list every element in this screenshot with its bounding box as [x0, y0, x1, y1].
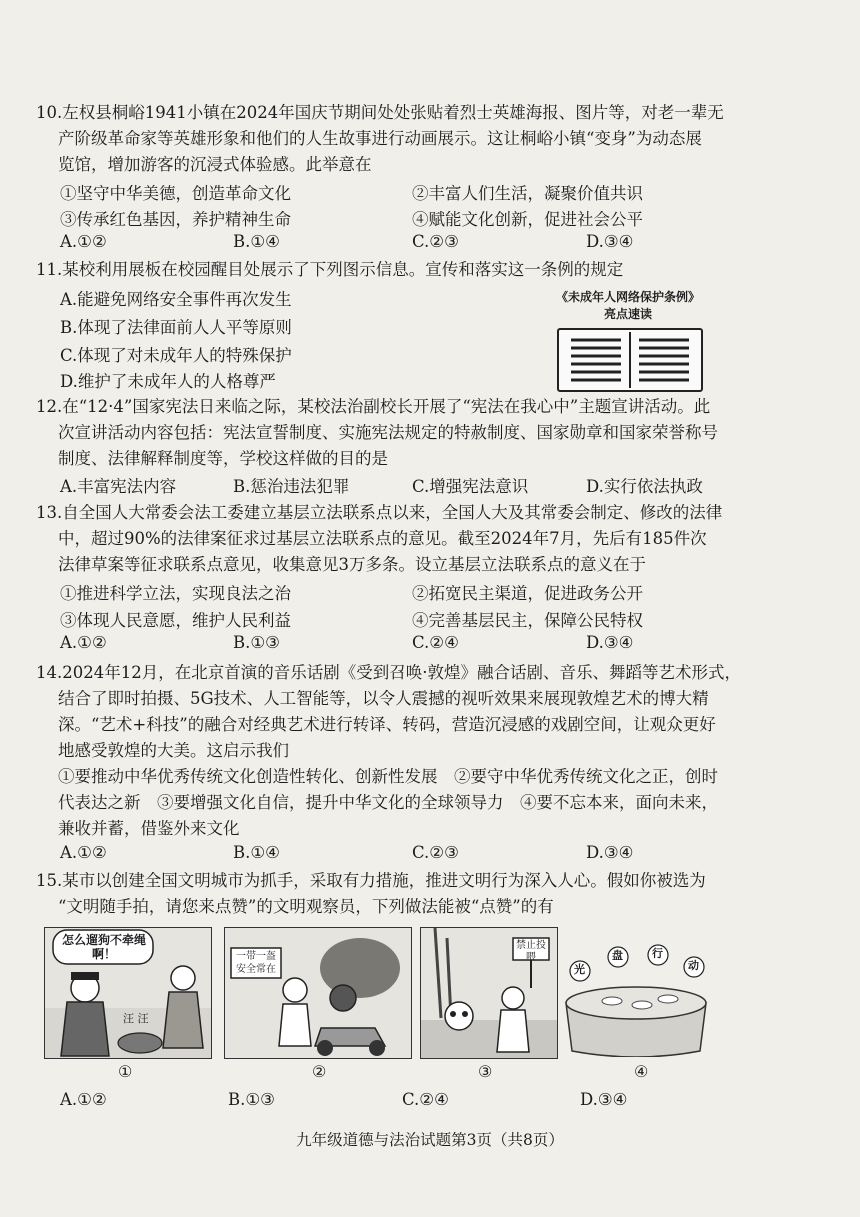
cartoon-2-sign: 一带一盔 安全常在	[236, 951, 276, 975]
q15-choice-b[interactable]: B.①③	[228, 1090, 275, 1109]
q10-line-3: 览馆，增加游客的沉浸式体验感。此举意在	[58, 155, 372, 174]
q12-line-1: 12.在“12·4”国家宪法日来临之际，某校法治副校长开展了“宪法在我心中”主题宣讲活动。此	[36, 397, 711, 416]
open-book-icon	[557, 328, 703, 392]
q13-choice-a[interactable]: A.①②	[60, 633, 107, 652]
q13-line-2: 中，超过90%的法律案征求过基层立法联系点的意见。截至2024年7月，先后有185件次	[58, 529, 707, 548]
q13-line-1: 13.自全国人大常委会法工委建立基层立法联系点以来，全国人大及其常委会制定、修改的法律	[36, 503, 723, 522]
q15-choice-d[interactable]: D.③④	[580, 1090, 628, 1109]
q10-choice-c[interactable]: C.②③	[412, 232, 459, 251]
poster-subtitle: 亮点速读	[603, 307, 652, 321]
q13-statement-2: ②拓宽民主渠道，促进政务公开	[412, 584, 643, 603]
q15-choice-a[interactable]: A.①②	[60, 1090, 107, 1109]
cartoon-1-unleashed-dog	[44, 927, 212, 1059]
cartoon-4-word-4: 动	[688, 959, 699, 972]
q13-line-3: 法律草案等征求联系点意见，收集意见3万多条。设立基层立法联系点的意义在于	[58, 555, 646, 574]
q14-line-7: 兼收并蓄，借鉴外来文化	[58, 819, 240, 838]
q14-line-2: 结合了即时拍摄、5G技术、人工智能等，以令人震撼的视听效果来展现敦煌艺术的博大精	[58, 689, 709, 708]
q11-choice-a[interactable]: A.能避免网络安全事件再次发生	[60, 290, 292, 309]
poster-title: 《未成年人网络保护条例》	[555, 290, 700, 304]
q14-line-4: 地感受敦煌的大美。这启示我们	[58, 741, 289, 760]
q12-choice-b[interactable]: B.惩治违法犯罪	[233, 477, 350, 496]
q14-choice-b[interactable]: B.①④	[233, 843, 280, 862]
q11-choice-d[interactable]: D.维护了未成年人的人格尊严	[60, 372, 276, 391]
q10-line-2: 产阶级革命家等英雄形象和他们的人生故事进行动画展示。这让桐峪小镇“变身”为动态展	[58, 129, 702, 148]
question-15	[36, 868, 826, 920]
question-13	[36, 500, 826, 578]
cartoon-3-label: ③	[478, 1062, 493, 1081]
cartoon-2-label: ②	[312, 1062, 327, 1081]
q15-choice-c[interactable]: C.②④	[402, 1090, 449, 1109]
q14-choice-d[interactable]: D.③④	[586, 843, 634, 862]
q14-choice-a[interactable]: A.①②	[60, 843, 107, 862]
q12-line-2: 次宣讲活动内容包括：宪法宣誓制度、实施宪法规定的特赦制度、国家勋章和国家荣誉称号	[58, 423, 718, 442]
cartoon-1-label: ①	[118, 1062, 133, 1081]
q12-line-3: 制度、法律解释制度等，学校这样做的目的是	[58, 449, 388, 468]
cartoon-4-word-3: 行	[652, 947, 663, 960]
q15-line-2: “文明随手拍，请您来点赞”的文明观察员，下列做法能被“点赞”的有	[58, 897, 554, 916]
q10-choice-b[interactable]: B.①④	[233, 232, 280, 251]
q15-line-1: 15.某市以创建全国文明城市为抓手，采取有力措施，推进文明行为深入人心。假如你被选为	[36, 871, 706, 890]
q14-choice-c[interactable]: C.②③	[412, 843, 459, 862]
cartoon-1-bark-text: 汪 汪	[123, 1012, 149, 1025]
cartoon-4-clean-plate	[560, 927, 712, 1057]
question-14	[36, 660, 826, 842]
q11-stem: 11.某校利用展板在校园醒目处展示了下列图示信息。宣传和落实这一条例的规定	[36, 260, 624, 279]
q10-statement-3: ③传承红色基因，养护精神生命	[60, 210, 291, 229]
q14-line-6: 代表达之新 ③要增强文化自信，提升中华文化的全球领导力 ④要不忘本来，面向未来，	[58, 793, 718, 812]
q13-statement-1: ①推进科学立法，实现良法之治	[60, 584, 291, 603]
cartoon-4-word-1: 光	[574, 963, 585, 976]
q13-statement-3: ③体现人民意愿，维护人民利益	[60, 611, 291, 630]
cartoon-3-sign: 禁止投喂	[516, 940, 546, 963]
cartoon-1-speech-bubble: 怎么遛狗不牵绳啊！	[61, 933, 146, 961]
regulation-poster	[538, 288, 718, 388]
q13-statement-4: ④完善基层民主，保障公民特权	[412, 611, 643, 630]
q10-statement-2: ②丰富人们生活，凝聚价值共识	[412, 184, 643, 203]
q13-choice-d[interactable]: D.③④	[586, 633, 634, 652]
cartoon-4-label: ④	[634, 1062, 649, 1081]
q13-choice-b[interactable]: B.①③	[233, 633, 280, 652]
q10-statement-1: ①坚守中华美德，创造革命文化	[60, 184, 291, 203]
q11-choice-c[interactable]: C.体现了对未成年人的特殊保护	[60, 346, 292, 365]
q13-choice-c[interactable]: C.②④	[412, 633, 459, 652]
q10-line-1: 10.左权县桐峪1941小镇在2024年国庆节期间处处张贴着烈士英雄海报、图片等，对老一辈无	[36, 103, 724, 122]
q12-choice-d[interactable]: D.实行依法执政	[586, 477, 703, 496]
page-footer: 九年级道德与法治试题第3页（共8页）	[296, 1131, 564, 1149]
q12-choice-a[interactable]: A.丰富宪法内容	[60, 477, 177, 496]
q11-choice-b[interactable]: B.体现了法律面前人人平等原则	[60, 318, 292, 337]
cartoon-2-helmet-safety	[224, 927, 412, 1059]
q10-statement-4: ④赋能文化创新，促进社会公平	[412, 210, 643, 229]
q12-choice-c[interactable]: C.增强宪法意识	[412, 477, 529, 496]
question-11	[36, 257, 826, 283]
q10-choice-a[interactable]: A.①②	[60, 232, 107, 251]
question-12	[36, 394, 826, 472]
cartoon-3-no-feeding-panda	[420, 927, 558, 1059]
question-10	[36, 100, 826, 178]
cartoon-4-word-2: 盘	[612, 949, 623, 962]
q14-line-3: 深。“艺术+科技”的融合对经典艺术进行转译、转码，营造沉浸感的戏剧空间，让观众更好	[58, 715, 716, 734]
q14-line-1: 14.2024年12月，在北京首演的音乐话剧《受到召唤·敦煌》融合话剧、音乐、舞蹈等艺术形式，	[36, 663, 741, 682]
q14-line-5: ①要推动中华优秀传统文化创造性转化、创新性发展 ②要守中华优秀传统文化之正，创时	[58, 767, 718, 786]
q10-choice-d[interactable]: D.③④	[586, 232, 634, 251]
